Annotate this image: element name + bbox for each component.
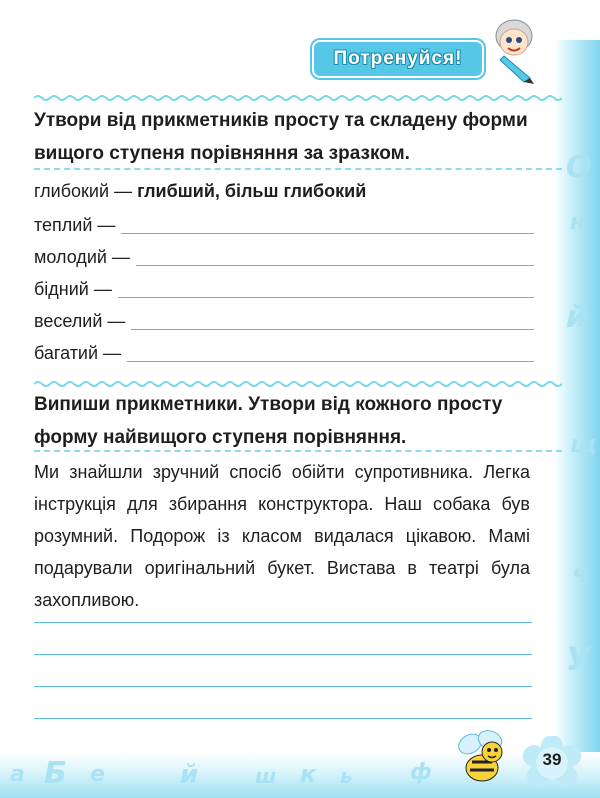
answer-line[interactable] (136, 265, 534, 266)
writing-line[interactable] (34, 686, 532, 687)
answer-row[interactable] (34, 306, 534, 336)
decor-letter: е (90, 762, 105, 787)
wave-divider (34, 94, 562, 102)
item-word: веселий — (34, 311, 126, 331)
answer-line[interactable] (131, 329, 534, 330)
item-word: багатий — (34, 343, 122, 363)
task1-instruction-text: Утвори від прикметників просту та складену форми вищого ступеня порівняння за зразком. (34, 110, 528, 164)
answer-line[interactable] (127, 361, 534, 362)
task2-instruction-text: Випиши прикметники. Утвори від кожного просту форму найвищого ступеня порівняння. (34, 394, 503, 448)
writing-line[interactable] (34, 654, 532, 655)
answer-row[interactable] (34, 338, 534, 368)
decor-letter: ш (255, 764, 277, 788)
item-word: бідний — (34, 279, 112, 299)
answer-line[interactable] (118, 297, 534, 298)
dashed-separator (34, 168, 562, 170)
decor-letter: й (180, 760, 199, 790)
decor-letter: ф (410, 760, 432, 785)
page-number: 39 (542, 750, 562, 769)
answer-row[interactable] (34, 210, 534, 240)
decor-letter: н (570, 210, 586, 235)
example-word: глибокий (34, 181, 110, 201)
exercise-text (34, 456, 530, 616)
writing-line[interactable] (34, 622, 532, 623)
decor-letter: щ (570, 430, 597, 458)
decor-letter: ь (340, 764, 353, 788)
answer-row[interactable] (34, 242, 534, 272)
decor-letter: ч (572, 560, 589, 588)
example-answer: глибший, більш глибокий (137, 181, 367, 201)
example-dash-symbol: — (114, 181, 133, 201)
writing-line[interactable] (34, 718, 532, 719)
bee-mascot-icon (448, 722, 518, 792)
answer-row[interactable] (34, 274, 534, 304)
decor-letter: к (300, 760, 317, 788)
answer-line[interactable] (121, 233, 534, 234)
task1-instruction (34, 104, 562, 170)
decor-letter: й (566, 300, 588, 335)
decor-letter: Б (44, 756, 67, 791)
exercise-paragraph: Ми знайшли зручний спосіб обійти супротивника. Легка інструкція для збирання конструктора. Наш собака був розумний. Подорож із класом видалася цікавою. Мамі подарували оригінальний букет. Вистава в театрі була захопливою. (34, 462, 530, 610)
item-word: теплий — (34, 215, 116, 235)
wave-divider (34, 380, 562, 388)
decor-letter: У (566, 640, 591, 678)
dashed-separator (34, 450, 562, 452)
task2-instruction (34, 388, 562, 454)
decor-letter: О (566, 150, 592, 185)
section-badge: Потренуйся! (312, 40, 484, 78)
item-word: молодий — (34, 247, 130, 267)
example-row (34, 176, 534, 206)
decor-letter: а (10, 762, 25, 787)
mascot-pencil-girl-icon (484, 14, 554, 84)
